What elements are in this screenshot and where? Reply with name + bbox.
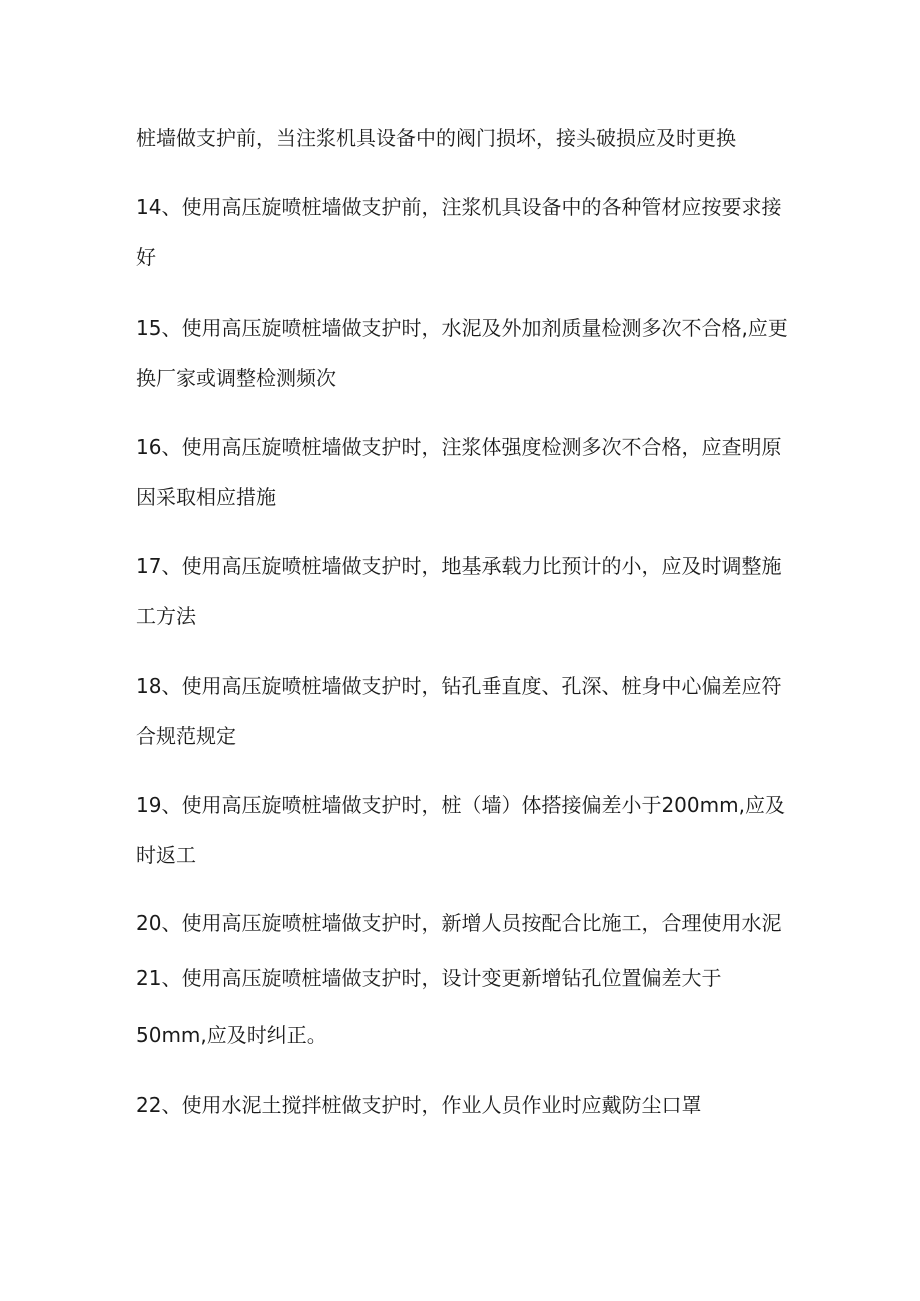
text-line: 17、使用高压旋喷桩墙做支护时，地基承载力比预计的小，应及时调整施 (136, 554, 782, 578)
text-line: 工方法 (136, 604, 196, 628)
text-line: 好 (136, 245, 156, 269)
text-line: 16、使用高压旋喷桩墙做支护时，注浆体强度检测多次不合格，应查明原 (136, 435, 782, 459)
text-line: 14、使用高压旋喷桩墙做支护前，注浆机具设备中的各种管材应按要求接 (136, 195, 782, 219)
text-line: 因采取相应措施 (136, 485, 276, 509)
text-line: 换厂家或调整检测频次 (136, 366, 336, 390)
text-line: 50mm,应及时纠正。 (136, 1023, 327, 1047)
text-line: 20、使用高压旋喷桩墙做支护时，新增人员按配合比施工，合理使用水泥 (136, 911, 782, 935)
text-line: 19、使用高压旋喷桩墙做支护时，桩（墙）体搭接偏差小于200mm,应及 (136, 793, 785, 817)
text-line: 时返工 (136, 843, 196, 867)
text-line: 21、使用高压旋喷桩墙做支护时，设计变更新增钻孔位置偏差大于 (136, 966, 722, 990)
text-line: 15、使用高压旋喷桩墙做支护时，水泥及外加剂质量检测多次不合格,应更 (136, 316, 788, 340)
text-line: 22、使用水泥土搅拌桩做支护时，作业人员作业时应戴防尘口罩 (136, 1093, 702, 1117)
text-line: 合规范规定 (136, 724, 236, 748)
text-line: 桩墙做支护前，当注浆机具设备中的阀门损坏，接头破损应及时更换 (136, 126, 736, 150)
text-line: 18、使用高压旋喷桩墙做支护时，钻孔垂直度、孔深、桩身中心偏差应符 (136, 674, 782, 698)
